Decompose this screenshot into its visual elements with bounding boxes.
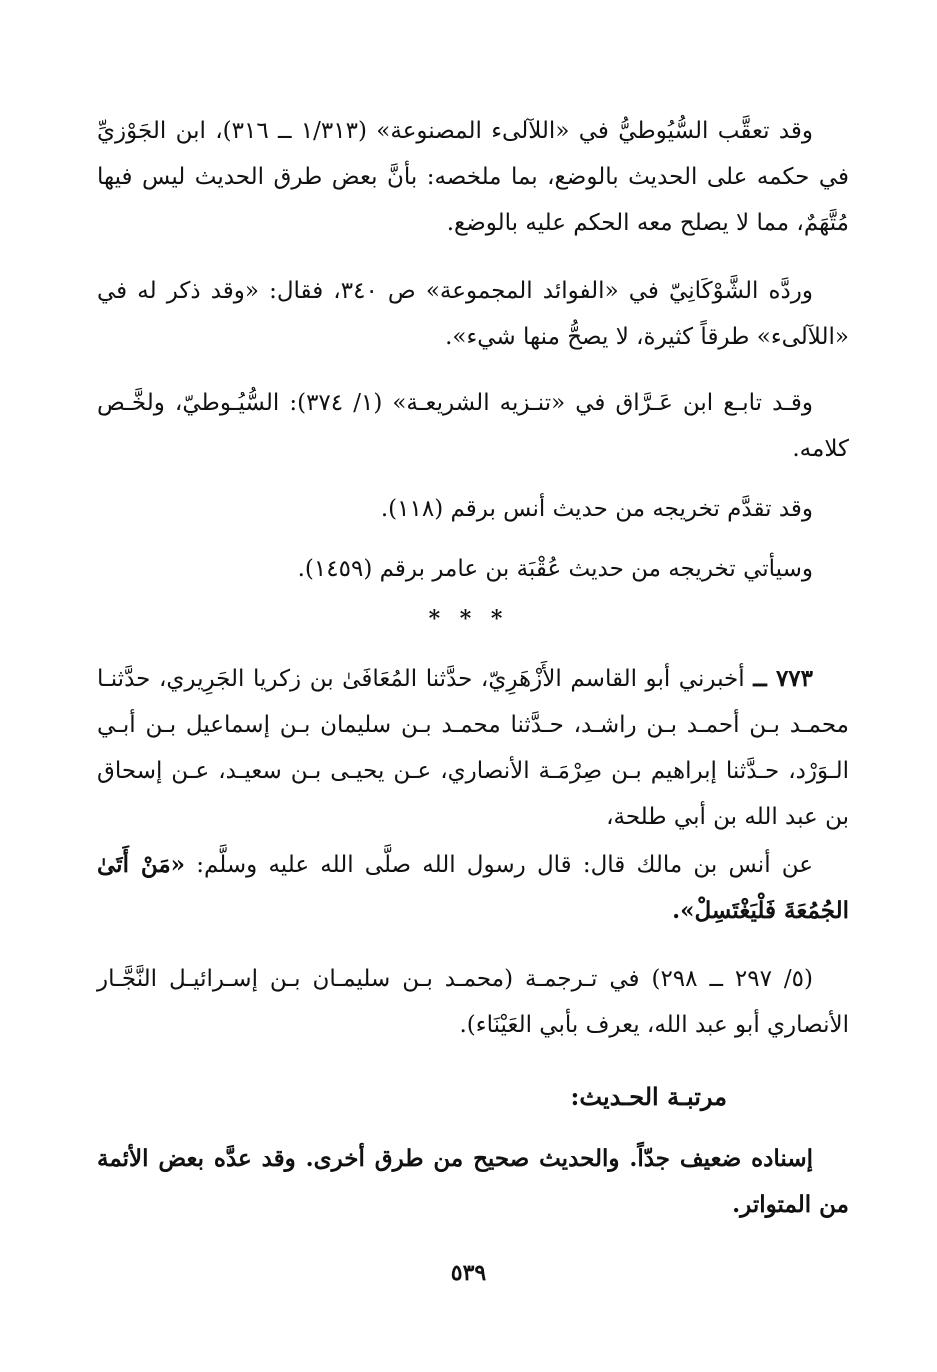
section-separator: * * * xyxy=(428,606,509,632)
paragraph-shawkani-reply xyxy=(97,268,849,360)
paragraph-text: وقد تعقَّب السُّيُوطيُّ في «اللآلىء المصنوعة» (١/٣١٣ ــ ٣١٦)، ابن الجَوْزيِّ في حكمه على الحديث بالوضع، بما ملخصه: بأنَّ بعض طرق الحديث ليس فيها مُتَّهَمٌ، مما لا يصلح معه الحكم عليه بالوضع. xyxy=(97,118,849,236)
hadith-isnad-text xyxy=(97,656,849,840)
grade-text: إسناده ضعيف جدّاً. والحديث صحيح من طرق أخرى. وقد عدَّه بعض الأئمة من المتواتر. xyxy=(97,1145,849,1218)
paragraph-suyuti-critique xyxy=(97,108,849,246)
isnad-text: أخبرني أبو القاسم الأَزْهَرِيّ، حدَّثنا المُعَافَىٰ بن زكريا الجَرِيري، حدَّثنـا محمـد بـن أحمـد بـن راشـد، حـدَّثنا محمـد بـن سليمان بـن إسماعيل بـن أبـي الـوَرْد، حـدَّثنا إبراهيم بـن صِرْمَـة الأنصاري، عـن يحيـى بـن سعيـد، عـن إسحاق بن عبد الله بن أبي طلحة، xyxy=(97,666,849,830)
matn-intro: عن أنس بن مالك قال: قال رسول الله صلَّى الله عليه وسلَّم: xyxy=(196,852,813,878)
paragraph-anas-reference xyxy=(97,486,849,532)
hadith-matn xyxy=(97,842,849,934)
matn-quote: «مَنْ أَتَىٰ الجُمُعَةَ فَلْيَغْتَسِلْ». xyxy=(97,851,849,924)
hadith-isnad xyxy=(97,656,849,840)
paragraph-text: وردَّه الشَّوْكَانِيّ في «الفوائد المجموعة» ص ٣٤٠، فقال: «وقد ذكر له في «اللآلىء» طرقاً كثيرة، لا يصحُّ منها شيء». xyxy=(97,278,849,350)
hadith-source-reference xyxy=(97,956,849,1048)
hadith-number: ٧٧٣ ــ xyxy=(753,665,814,692)
paragraph-text: وقد تقدَّم تخريجه من حديث أنس برقم (١١٨). xyxy=(380,496,813,522)
page-number: ٥٣٩ xyxy=(450,1260,487,1286)
paragraph-ibn-arraq xyxy=(97,380,849,472)
paragraph-uqba-reference xyxy=(97,546,849,592)
grade-paragraph xyxy=(97,1136,849,1228)
paragraph-text: وسيأتي تخريجه من حديث عُقْبَة بن عامر برقم (١٤٥٩). xyxy=(297,556,813,582)
hadith-matn-text xyxy=(97,842,849,934)
grade-heading: مرتبـة الحـديث: xyxy=(570,1082,727,1111)
paragraph-text: وقـد تابـع ابن عَـرَّاق في «تنـزيه الشريعـة» (١/ ٣٧٤): السُّيُـوطيّ، ولخَّـص كلامه. xyxy=(97,390,849,462)
reference-text: (٥/ ٢٩٧ ــ ٢٩٨) في تـرجمـة (محمـد بـن سليمـان بـن إسـرائيـل النَّجَّـار الأنصاري أبو عبد الله، يعرف بأبي العَيْنَاء). xyxy=(97,966,849,1038)
